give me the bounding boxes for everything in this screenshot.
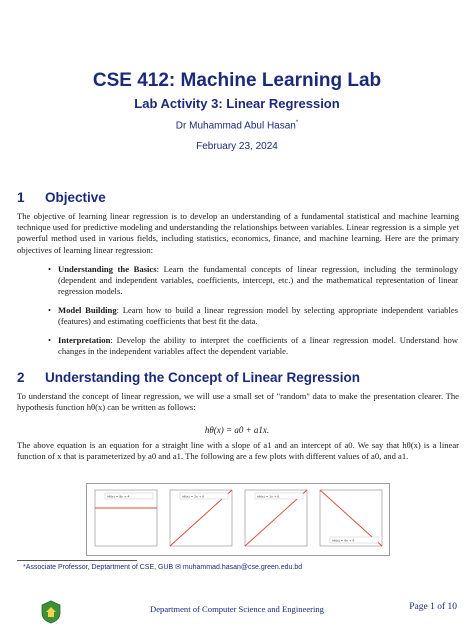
- hypothesis-equation: hθ(x) = a0 + a1x.: [204, 425, 270, 435]
- footnote-affiliation: *Associate Professor, Deptartment of CSE, GUB ✉ muhammad.hasan@cse.green.edu.bd: [23, 564, 303, 571]
- plot-legend: hθ(x) = 9x + 9: [332, 538, 355, 543]
- plot-panel: [240, 486, 311, 553]
- author-name: Dr Muhammad Abul Hasan: [175, 120, 296, 132]
- document-title: CSE 412: Machine Learning Lab: [92, 70, 382, 91]
- section-heading-linear-regression: [17, 370, 360, 385]
- example-plots-figure: [86, 483, 390, 556]
- plot-legend: hθ(x) = 1x + 6: [257, 494, 280, 499]
- bullet-understanding-basics: • Understanding the Basics: Learn the fundamental concepts of linear regression, including the terminology (dependent and independent variables, coefficients, intercept, etc.) and the mathematical representation of linear regression models.: [58, 264, 458, 298]
- plot-panel: [315, 486, 386, 553]
- author-footnote-mark: *: [295, 120, 299, 126]
- author-line: [0, 120, 474, 131]
- section-heading-objective: [17, 190, 106, 205]
- plot-panel: [90, 486, 161, 553]
- objective-paragraph: The objective of learning linear regression is to develop an understanding of a fundamental statistical and machine learning technique used for predictive modeling and understanding the relationships between variables. Linear regression is a simple yet powerful method used in various fields, including statistics, economics, finance, and machine learning. Here are the primary objectives of learning linear regression:: [17, 211, 459, 255]
- bullet-interpretation: • Interpretation: Develop the ability to interpret the coefficients of a linear regression model. Understand how changes in the independent variables affect the dependent variable.: [58, 335, 458, 357]
- document-date: February 23, 2024: [196, 141, 278, 152]
- footer-department: Department of Computer Science and Engineering: [150, 604, 324, 614]
- document-subtitle: Lab Activity 3: Linear Regression: [134, 96, 340, 111]
- bullet-model-building: • Model Building: Learn how to build a linear regression model by selecting appropriate independent variables (features) and estimating coefficients that best fit the data.: [58, 305, 458, 327]
- concept-paragraph: To understand the concept of linear regression, we will use a small set of "random" data to make the presentation clearer. The hypothesis function hθ(x) can be written as follows:: [17, 391, 459, 413]
- plot-panel: [165, 486, 236, 553]
- section-number: 2: [17, 370, 25, 385]
- plot-legend: hθ(x) = 8x + 4: [107, 494, 130, 499]
- plot-legend: hθ(x) = 2x + 6: [182, 494, 205, 499]
- section-title: Objective: [45, 190, 106, 205]
- section-number: 1: [17, 190, 25, 205]
- page-number: Page 1 of 10: [409, 602, 457, 612]
- footnote-rule: [17, 560, 137, 561]
- equation-explanation-paragraph: The above equation is an equation for a straight line with a slope of a1 and an intercept of a0. We say that hθ(x) is a linear function of x that is parameterized by a0 and a1. The following are a few plots with different values of a0, and a1.: [17, 440, 459, 462]
- section-title: Understanding the Concept of Linear Regression: [45, 370, 361, 385]
